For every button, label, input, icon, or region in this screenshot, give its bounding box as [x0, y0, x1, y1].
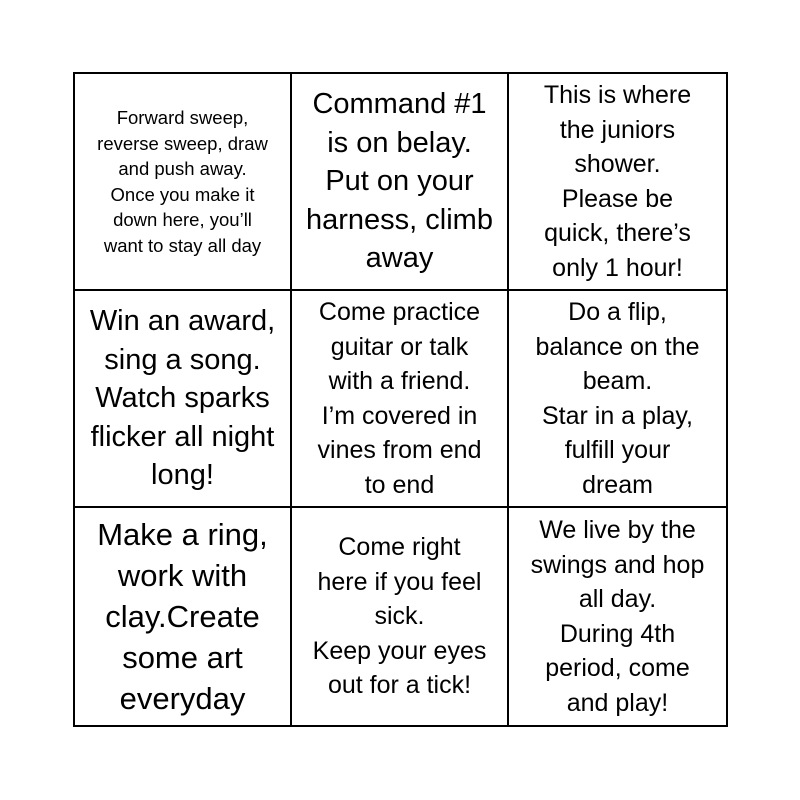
cell-text-3: This is where the juniors shower. Please be quick, there’s only 1 hour!	[543, 81, 692, 282]
cell-text-6: Do a flip, balance on the beam. Star in a play, fulfill your dream	[535, 298, 700, 499]
bingo-cell-8[interactable]	[292, 508, 509, 725]
cell-text-1: Forward sweep, reverse sweep, draw and push away. Once you make it down here, you’ll want to stay all day	[97, 107, 268, 256]
bingo-cell-3[interactable]	[509, 74, 726, 291]
bingo-cell-1[interactable]	[75, 74, 292, 291]
cell-text-5: Come practice guitar or talk with a friend. I’m covered in vines from end to end	[317, 298, 482, 499]
bingo-card	[73, 72, 728, 727]
cell-text-2: Command #1 is on belay. Put on your harness, climb away	[306, 88, 493, 275]
cell-text-7: Make a ring, work with clay.Create some art everyday	[97, 517, 268, 716]
bingo-cell-2[interactable]	[292, 74, 509, 291]
cell-text-9: We live by the swings and hop all day. During 4th period, come and play!	[530, 516, 705, 717]
bingo-cell-4[interactable]	[75, 291, 292, 508]
cell-text-8: Come right here if you feel sick. Keep your eyes out for a tick!	[312, 533, 487, 700]
bingo-cell-6[interactable]	[509, 291, 726, 508]
bingo-cell-9[interactable]	[509, 508, 726, 725]
bingo-cell-7[interactable]	[75, 508, 292, 725]
bingo-cell-5[interactable]	[292, 291, 509, 508]
cell-text-4: Win an award, sing a song. Watch sparks flicker all night long!	[89, 305, 276, 492]
